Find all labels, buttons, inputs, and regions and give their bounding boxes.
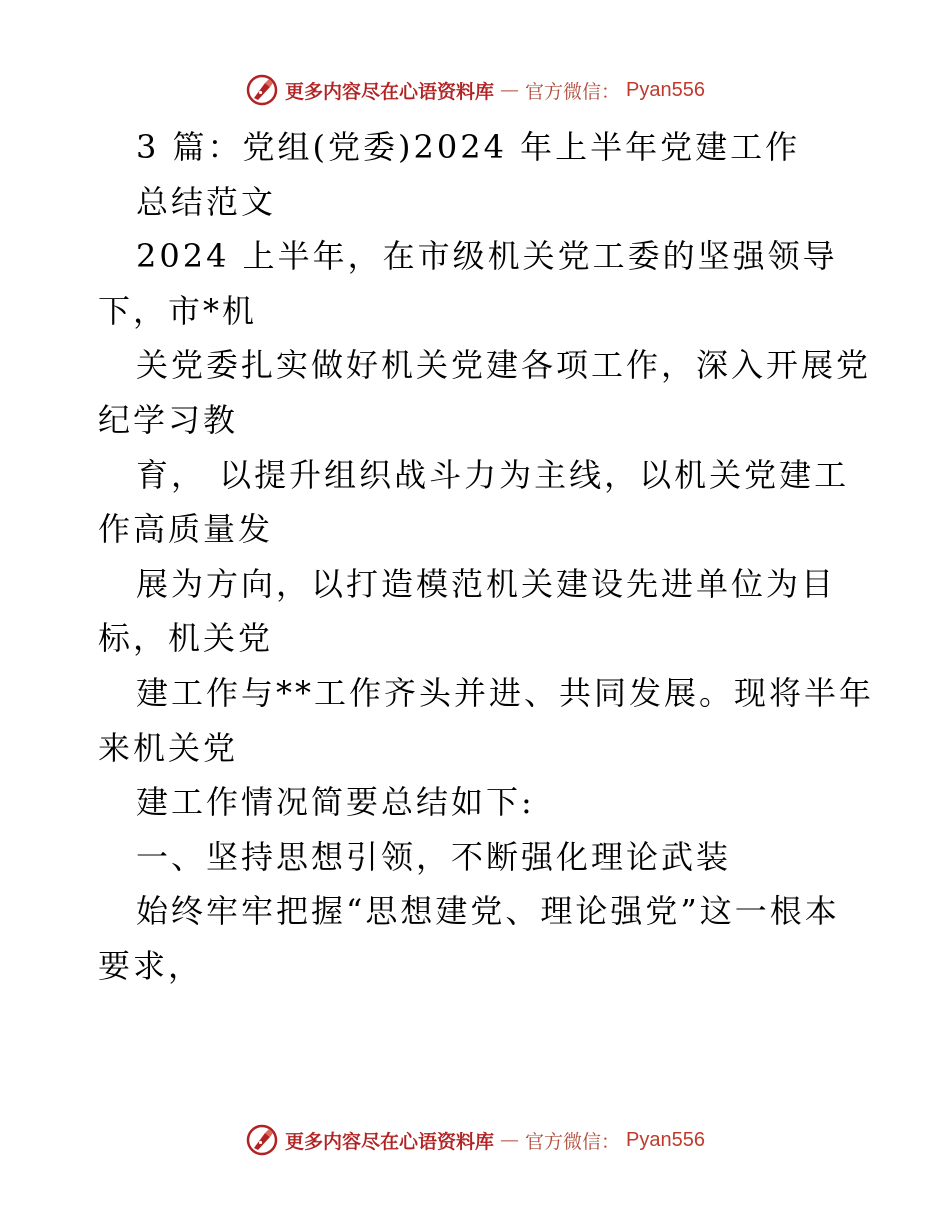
watermark-wechat-id: Pyan556	[626, 1128, 705, 1151]
section-heading: 一、坚持思想引领，不断强化理论武装	[136, 837, 732, 876]
watermark-wechat-label: 官方微信：	[525, 1130, 621, 1153]
pen-nib-circle-logo-icon	[245, 73, 279, 107]
watermark-dash: —	[500, 79, 520, 101]
text-line: 关党委扎实做好机关党建各项工作，深入开展党	[136, 346, 872, 385]
text-line: 标，机关党	[98, 619, 274, 658]
text-line: 3 篇：党组(党委)2024 年上半年党建工作	[136, 128, 801, 166]
text-line: 作高质量发	[98, 510, 274, 549]
watermark-text: 更多内容尽在心语资料库	[285, 80, 495, 103]
footer-watermark-banner	[0, 1120, 950, 1160]
header-watermark-banner	[0, 70, 950, 110]
text-line: 育， 以提升组织战斗力为主线，以机关党建工	[136, 455, 850, 494]
watermark-text: 更多内容尽在心语资料库	[285, 1130, 495, 1153]
text-line: 下，市*机	[98, 291, 258, 330]
text-line: 展为方向，以打造模范机关建设先进单位为目	[136, 564, 837, 603]
text-line: 纪学习教	[98, 400, 239, 439]
text-line: 来机关党	[98, 728, 239, 767]
watermark-dash: —	[500, 1129, 520, 1151]
text-line: 总结范文	[136, 182, 277, 221]
watermark-wechat-label: 官方微信：	[525, 80, 621, 103]
text-line: 要求，	[98, 946, 204, 985]
text-line: 建工作与**工作齐头并进、共同发展。现将半年	[136, 673, 875, 712]
text-line: 建工作情况简要总结如下:	[136, 783, 535, 822]
text-line: 始终牢牢把握“思想建党、理论强党”这一根本	[136, 892, 840, 931]
watermark-wechat-id: Pyan556	[626, 78, 705, 101]
document-body	[98, 120, 875, 994]
text-line: 2024 上半年，在市级机关党工委的坚强领导	[136, 237, 838, 276]
pen-nib-circle-logo-icon	[245, 1123, 279, 1157]
